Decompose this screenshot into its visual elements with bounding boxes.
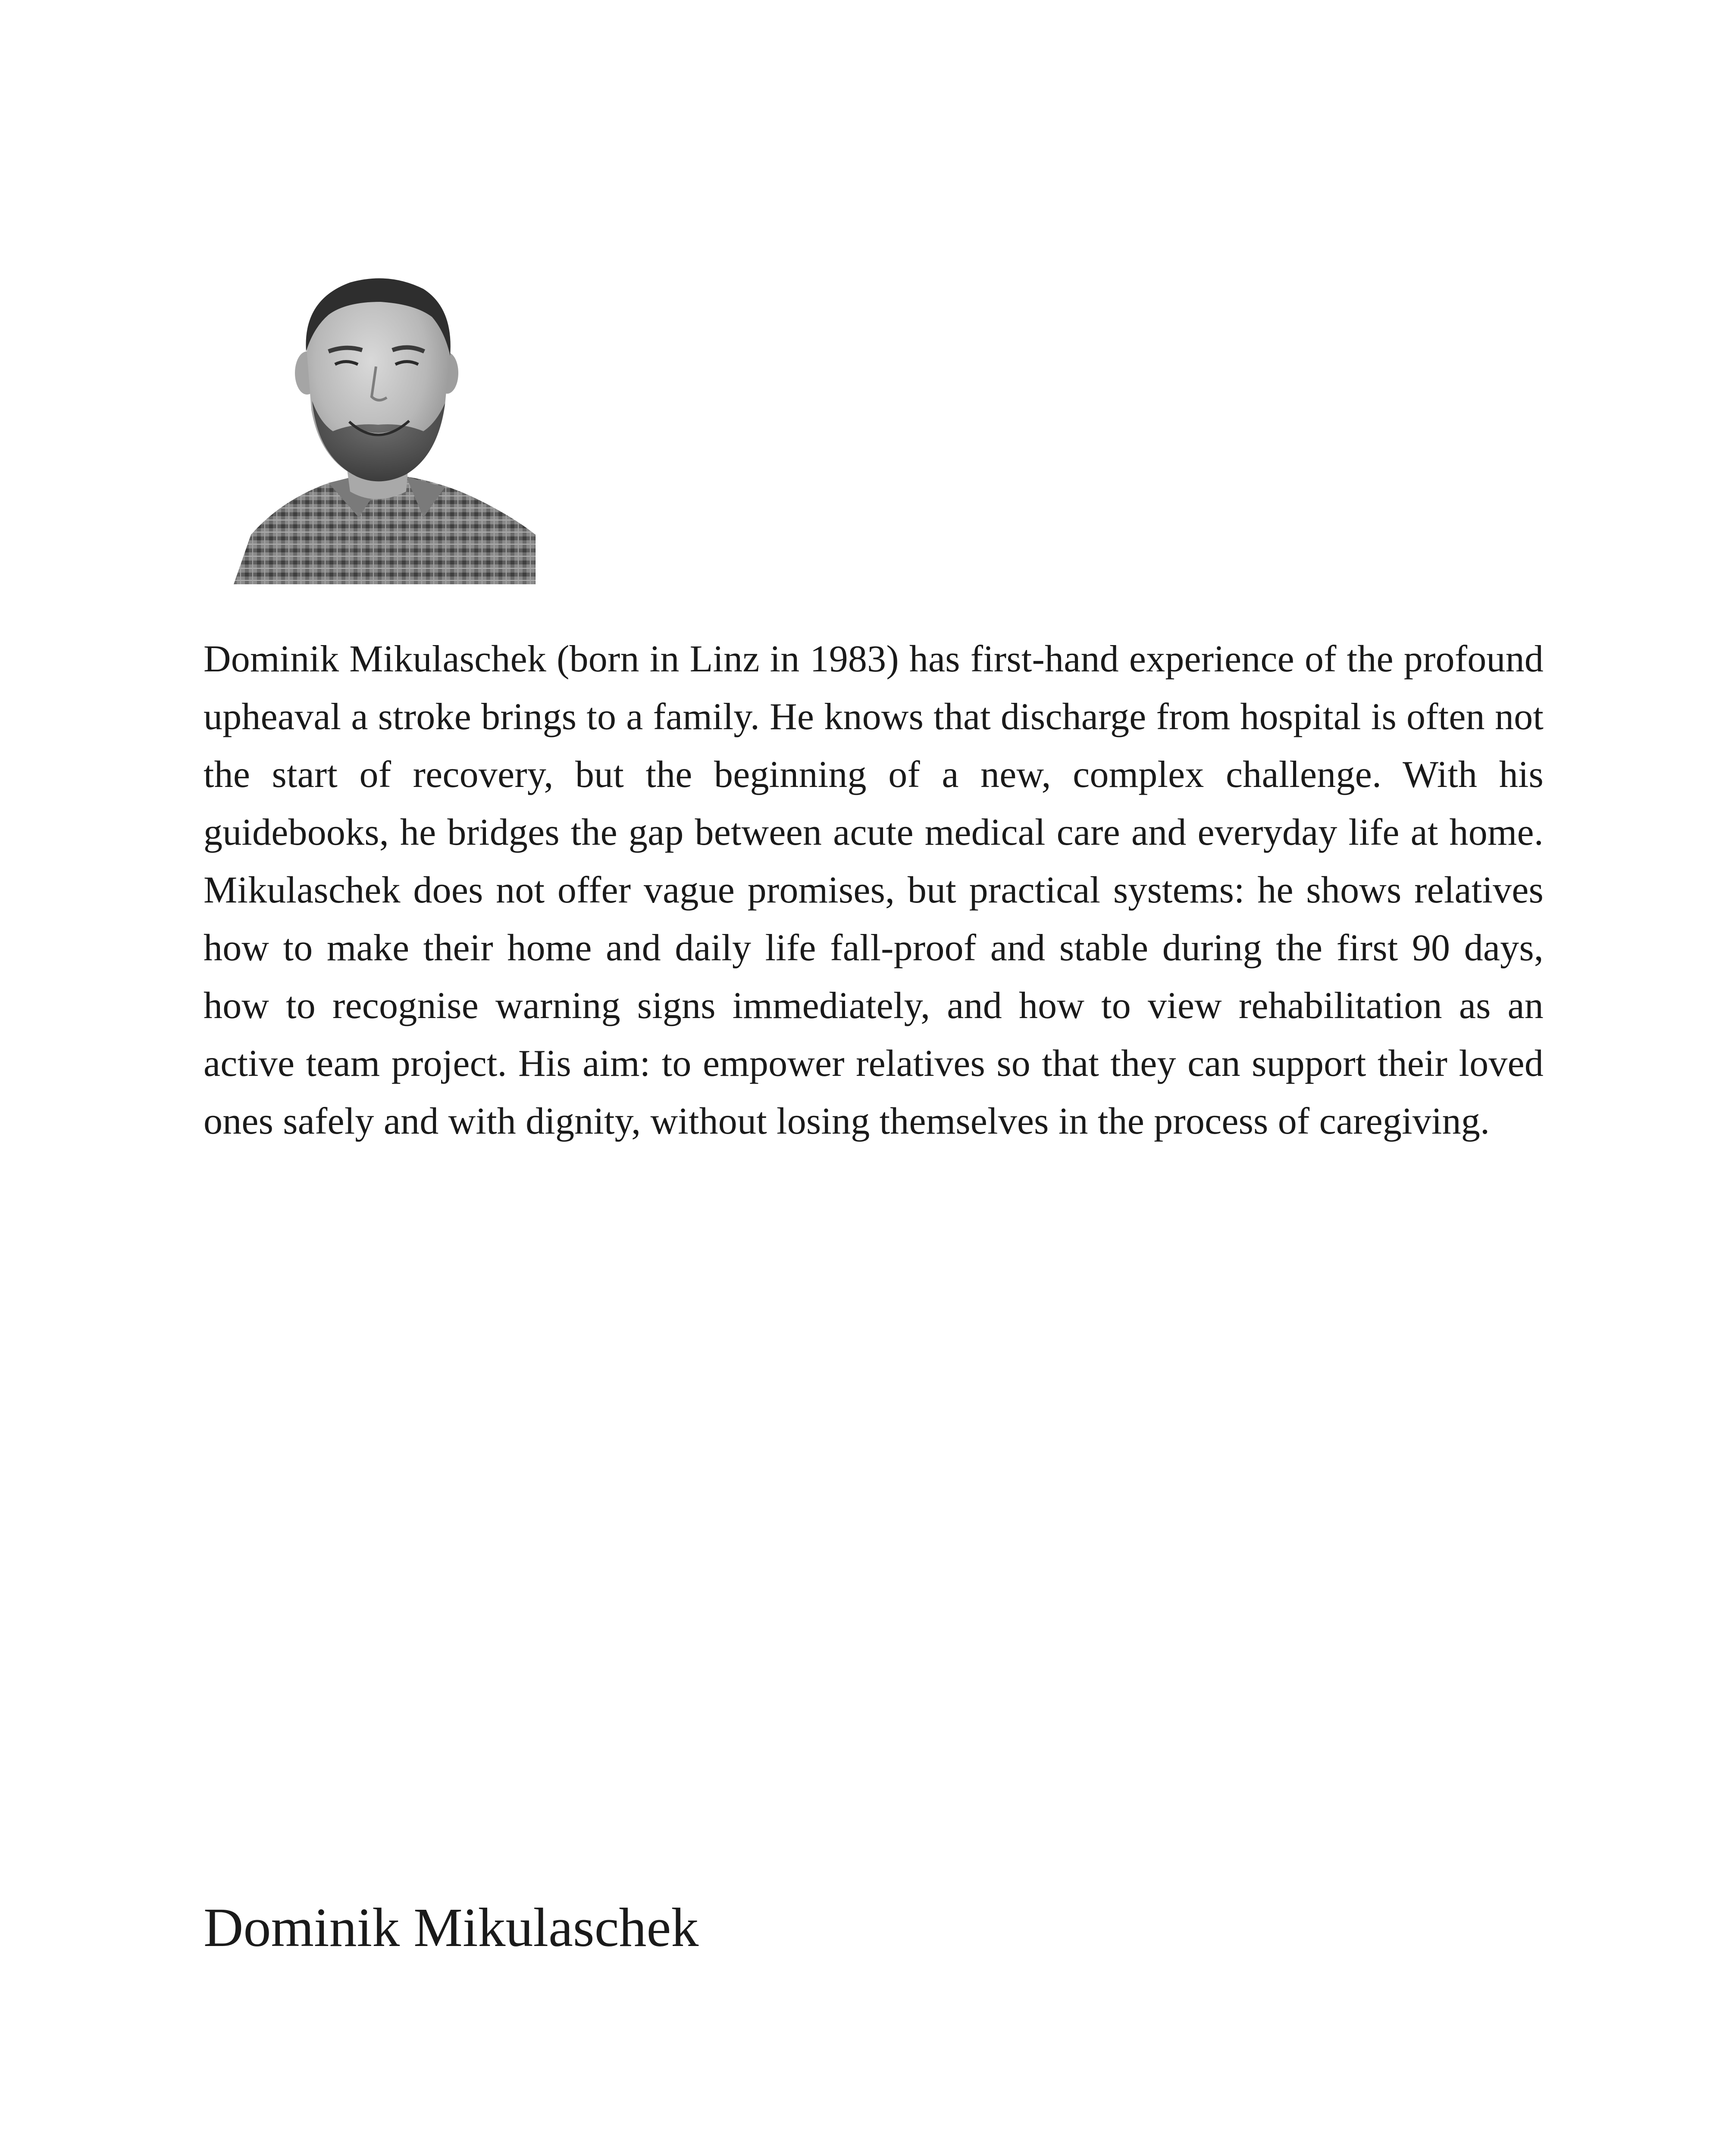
author-biography: Dominik Mikulaschek (born in Linz in 1983) has first-hand experience of the profound upheaval a stroke brings to a family. He knows that discharge from hospital is often not the start of recovery, but the beginning of a new, complex challenge. With his guidebooks, he bridges the gap between acute medical care and everyday life at home. Mikulaschek does not offer vague promises, but practical systems: he shows relatives how to make their home and daily life fall-proof and stable during the first 90 days, how to recognise warning signs immediately, and how to view rehabilitation as an active team project. His aim: to empower relatives so that they can support their loved ones safely and with dignity, without losing themselves in the process of caregiving. bbox=[204, 638, 1544, 1142]
author-photo bbox=[221, 259, 536, 584]
author-portrait-icon bbox=[221, 259, 536, 584]
author-name: Dominik Mikulaschek bbox=[204, 1897, 699, 1958]
